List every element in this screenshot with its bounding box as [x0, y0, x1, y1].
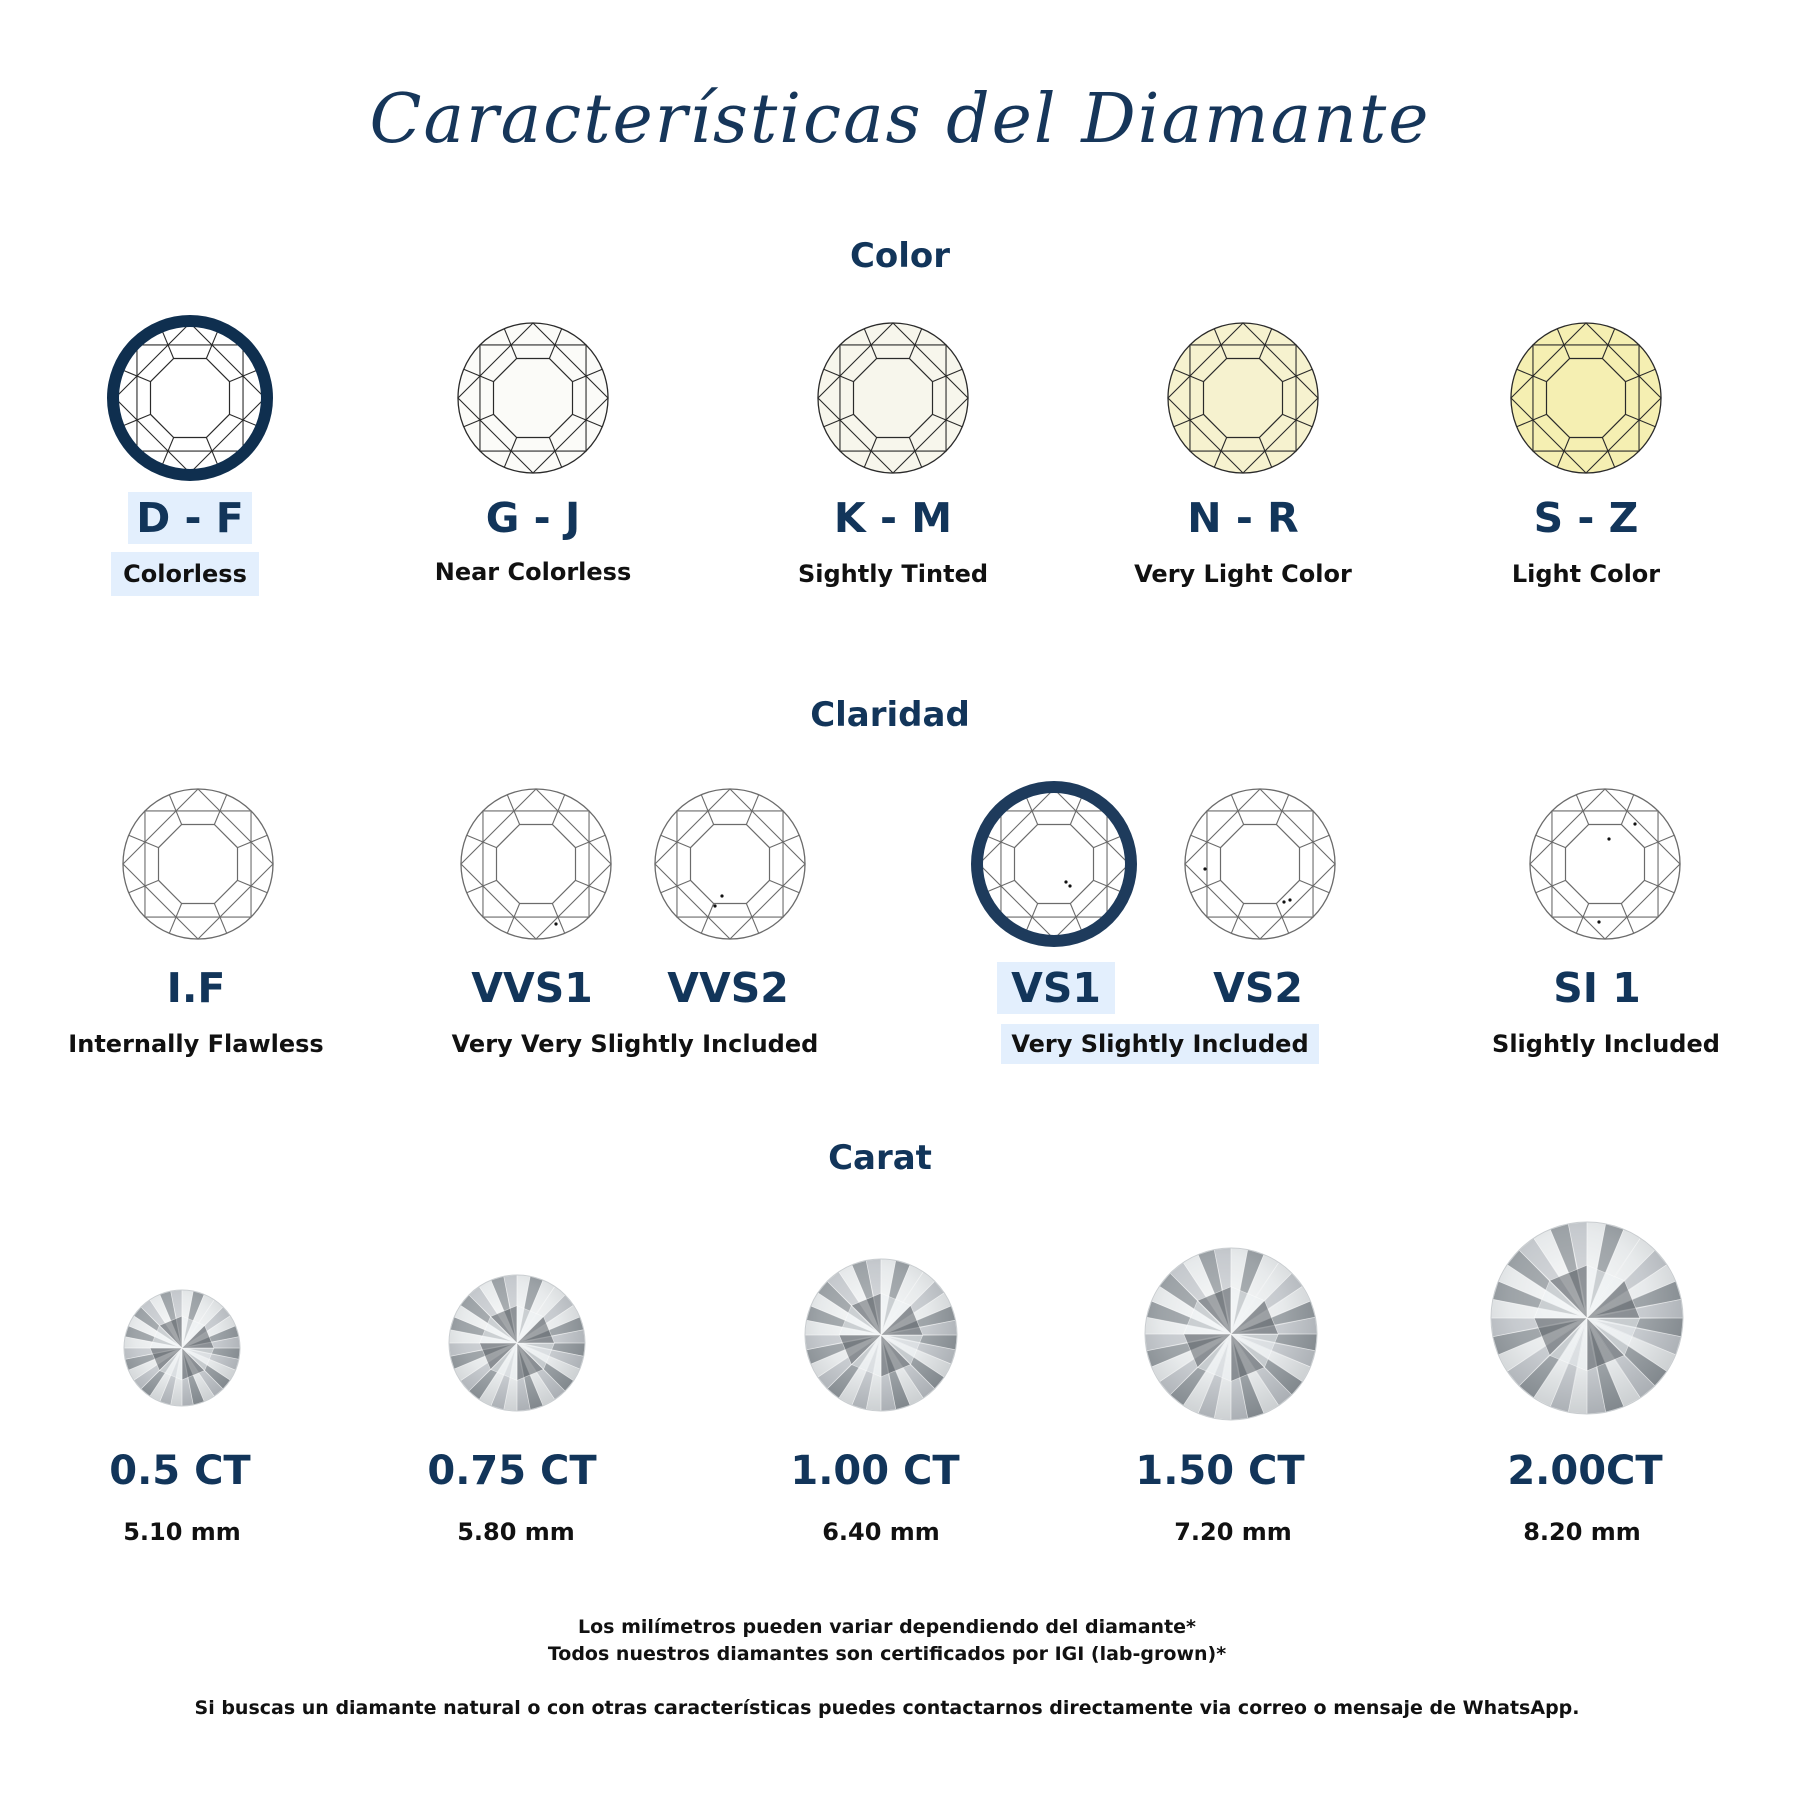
color-diamond-gj[interactable]	[455, 320, 611, 476]
color-grade-sz: S - Z	[1533, 494, 1639, 542]
carat-diamond-200[interactable]	[1489, 1220, 1685, 1416]
clarity-label-si: Slightly Included	[1492, 1030, 1720, 1058]
color-grade-gj: G - J	[485, 494, 581, 542]
carat-diamond-075[interactable]	[447, 1273, 587, 1413]
clarity-diamond-vvs1[interactable]	[458, 786, 614, 942]
color-grade-nr: N - R	[1187, 494, 1299, 542]
carat-mm-200: 8.20 mm	[1523, 1518, 1641, 1546]
color-diamond-sz[interactable]	[1508, 320, 1664, 476]
color-diamond-km[interactable]	[815, 320, 971, 476]
color-label-km: Sightly Tinted	[797, 560, 989, 588]
carat-mm-050: 5.10 mm	[123, 1518, 241, 1546]
color-label-sz: Light Color	[1511, 560, 1661, 588]
color-grade-km: K - M	[833, 494, 953, 542]
clarity-grade-vvs1: VVS1	[471, 964, 593, 1012]
clarity-diamond-vvs2[interactable]	[652, 786, 808, 942]
carat-weight-075: 0.75 CT	[427, 1448, 597, 1494]
clarity-grade-si1: SI 1	[1553, 964, 1641, 1012]
note-contact: Si buscas un diamante natural o con otras características puedes contactarnos directamente via correo o mensaje de WhatsApp.	[194, 1697, 1580, 1719]
clarity-grade-if: I.F	[166, 964, 226, 1012]
clarity-grade-vvs2: VVS2	[667, 964, 789, 1012]
color-label-nr: Very Light Color	[1134, 560, 1352, 588]
carat-diamond-150[interactable]	[1143, 1246, 1319, 1422]
carat-weight-050: 0.5 CT	[109, 1448, 251, 1494]
carat-weight-150: 1.50 CT	[1135, 1448, 1305, 1494]
clarity-diamond-si1[interactable]	[1527, 786, 1683, 942]
clarity-diamond-vs1[interactable]	[976, 786, 1132, 942]
color-grade-df: D - F	[90, 494, 290, 542]
color-diamond-df[interactable]	[112, 320, 268, 476]
carat-weight-100: 1.00 CT	[790, 1448, 960, 1494]
clarity-grade-vs2: VS2	[1213, 964, 1303, 1012]
carat-mm-150: 7.20 mm	[1174, 1518, 1292, 1546]
carat-diamond-050[interactable]	[122, 1288, 242, 1408]
clarity-diamond-vs2[interactable]	[1182, 786, 1338, 942]
clarity-label-vvs: Very Very Slightly Included	[451, 1030, 819, 1058]
clarity-label-if: Internally Flawless	[68, 1030, 324, 1058]
clarity-label-vs: Very Slightly Included	[985, 1030, 1335, 1058]
carat-weight-200: 2.00CT	[1507, 1448, 1663, 1494]
carat-mm-075: 5.80 mm	[457, 1518, 575, 1546]
color-heading: Color	[849, 236, 951, 276]
clarity-diamond-if[interactable]	[120, 786, 276, 942]
color-diamond-nr[interactable]	[1165, 320, 1321, 476]
note-igi-certification: Todos nuestros diamantes son certificados por IGI (lab-grown)*	[547, 1643, 1227, 1665]
carat-diamond-100[interactable]	[803, 1257, 959, 1413]
carat-mm-100: 6.40 mm	[822, 1518, 940, 1546]
clarity-grade-vs1: VS1	[956, 964, 1156, 1012]
note-mm-variation: Los milímetros pueden variar dependiendo del diamante*	[578, 1616, 1196, 1638]
color-label-gj: Near Colorless	[434, 558, 632, 586]
carat-heading: Carat	[828, 1138, 932, 1178]
color-label-df: Colorless	[60, 560, 310, 588]
clarity-heading: Claridad	[810, 695, 970, 735]
page-title: Características del Diamante	[369, 80, 1431, 159]
